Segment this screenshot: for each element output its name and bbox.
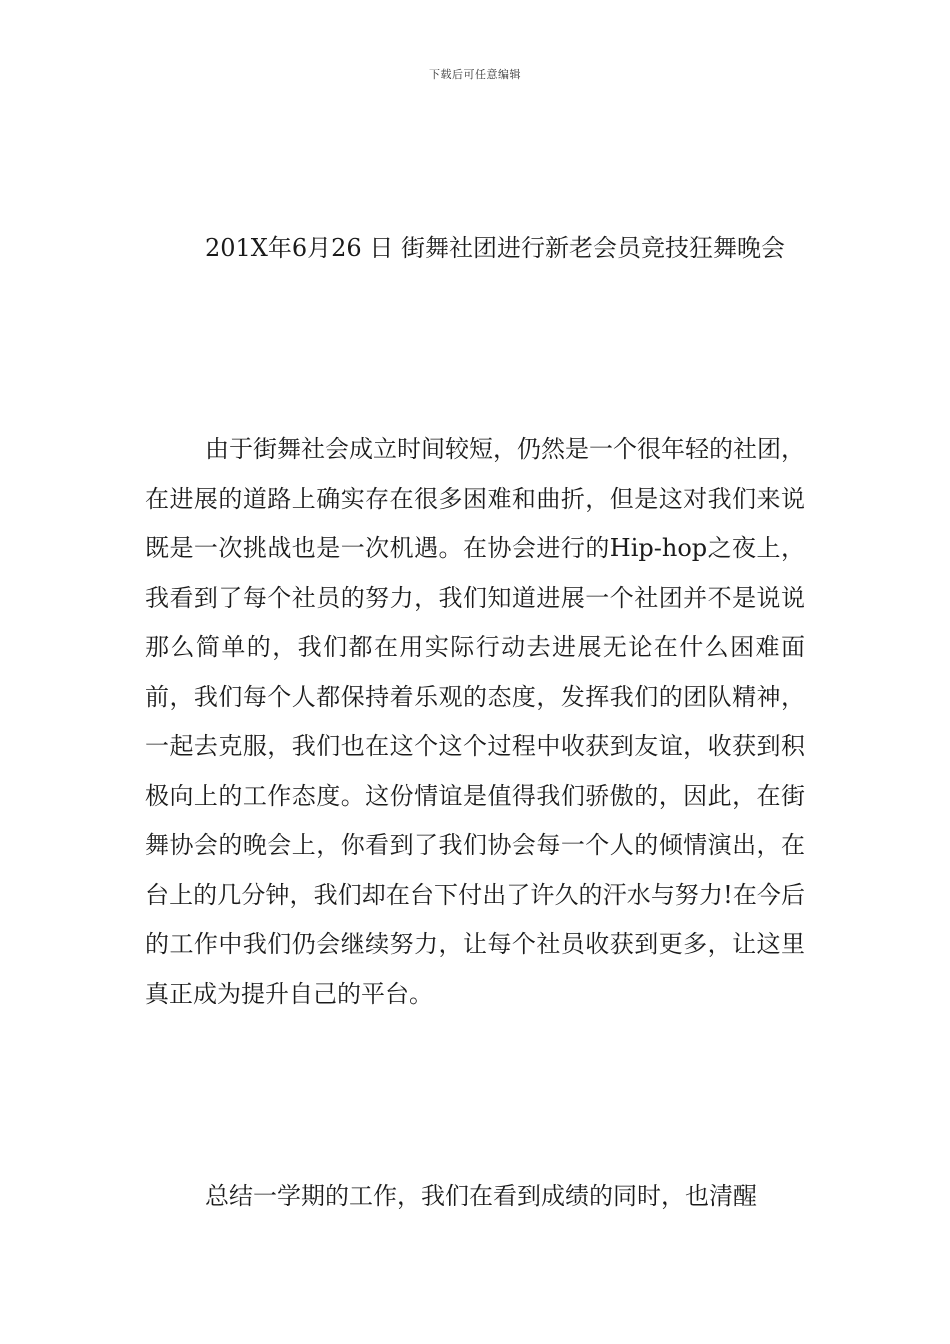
paragraph-club-summary: 由于街舞社会成立时间较短，仍然是一个很年轻的社团，在进展的道路上确实存在很多困难和曲折，但是这对我们来说既是一次挑战也是一次机遇。在协会进行的Hip-hop之夜上，我看到了每个社员的努力，我们知道进展一个社团并不是说说那么简单的，我们都在用实际行动去进展无论在什么困难面前，我们每个人都保持着乐观的态度，发挥我们的团队精神，一起去克服，我们也在这个这个过程中收获到友谊，收获到积极向上的工作态度。这份情谊是值得我们骄傲的，因此，在街舞协会的晚会上，你看到了我们协会每一个人的倾情演出，在台上的几分钟，我们却在台下付出了许久的汗水与努力!在今后的工作中我们仍会继续努力，让每个社员收获到更多，让这里真正成为提升自己的平台。 <box>145 435 805 1008</box>
header-note: 下载后可任意编辑 <box>429 68 521 81</box>
paragraph-semester-summary: 总结一学期的工作，我们在看到成绩的同时，也清醒 <box>205 1182 757 1210</box>
paragraph-event-date: 201X年6月26 日 街舞社团进行新老会员竞技狂舞晚会 <box>205 234 785 262</box>
